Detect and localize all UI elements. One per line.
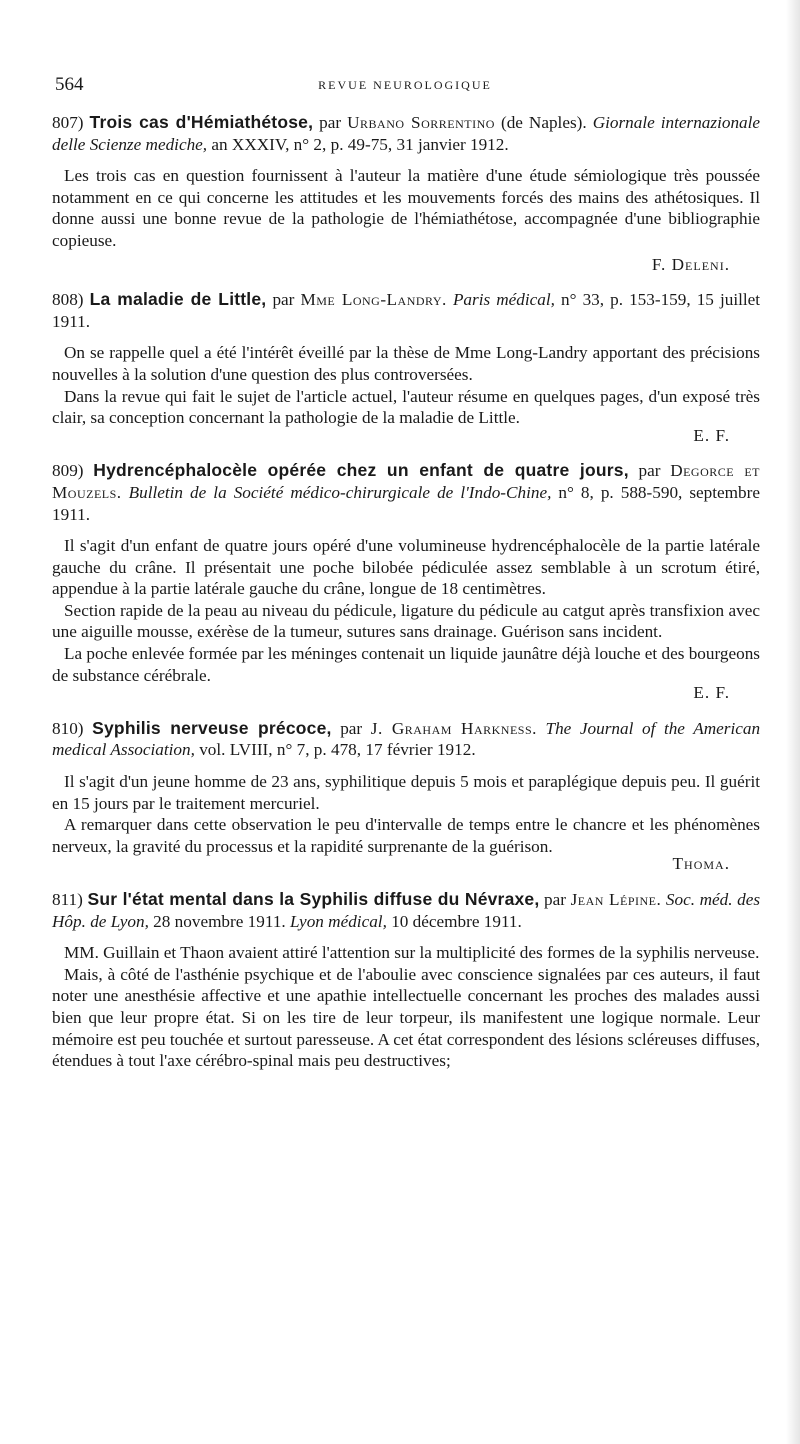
citation-text: (de Naples). xyxy=(500,113,587,132)
entry-author: Mme Long-Landry. xyxy=(300,290,447,310)
by-word: par xyxy=(638,461,661,481)
abstract-entry-811 xyxy=(52,889,760,1072)
abstract-entry-809 xyxy=(52,460,760,704)
abstract-paragraph: La poche enlevée formée par les méninges contenait un liquide jaunâtre déjà louche et des bourgeons de substance cérébrale. xyxy=(52,644,760,685)
citation-details: n° 33, p. 153-159, 15 juillet 1911. xyxy=(52,290,761,331)
entry-number: 809) xyxy=(52,461,84,481)
reviewer-signature: E. F. xyxy=(693,425,730,445)
abstract-entry-810 xyxy=(52,718,760,875)
entry-number: 808) xyxy=(52,290,84,310)
entry-number: 807) xyxy=(52,113,84,132)
by-word: par xyxy=(319,113,342,132)
abstract-paragraph: A remarquer dans cette observation le peu d'intervalle de temps entre le chancre et les phénomènes nerveux, la gravité du processus et la rapidité surprenante de la guérison. xyxy=(52,815,760,856)
abstract-paragraph: Dans la revue qui fait le sujet de l'article actuel, l'auteur résume en quelques pages, d'un exposé très clair, sa conception concernant la pathologie de la maladie de Little. xyxy=(52,386,760,428)
citation-details: n° 8, p. 588-590, septembre 1911. xyxy=(52,482,760,524)
entry-title: Syphilis nerveuse précoce, xyxy=(92,717,332,738)
reviewer-signature: E. F. xyxy=(693,683,730,703)
reviewer-signature: F. Deleni. xyxy=(651,254,730,274)
entry-author: J. Graham Harkness. xyxy=(370,718,537,738)
by-word: par xyxy=(544,890,566,909)
journal-name: Giornale internazionale delle Scienze mediche, xyxy=(52,113,761,154)
entry-citation xyxy=(52,718,760,761)
entry-number: 810) xyxy=(52,718,84,738)
by-word: par xyxy=(272,290,295,310)
running-head: REVUE NEUROLOGIQUE xyxy=(318,78,492,92)
entry-citation xyxy=(52,460,760,525)
abstract-paragraph: On se rappelle quel a été l'intérêt éveillé par la thèse de Mme Long-Landry apportant des précisions nouvelles à la solution d'une question des plus controversées. xyxy=(52,343,760,384)
entry-number: 811) xyxy=(52,890,83,909)
abstract-paragraph: Mais, à côté de l'asthénie psychique et de l'aboulie avec conscience signalées par ces auteurs, il faut noter une anesthésie affective et une apathie intellectuelle concernant les proches des malades aussi bien que leur propre état. Si on les tire de leur torpeur, ils manifestent une logique normale. Leur mémoire est peu touchée et surtout paresseuse. A cet état correspondent des lésions scléreuses diffuses, étendues à tout l'axe cérébro-spinal mais peu destructives; xyxy=(52,964,760,1071)
journal-name: Bulletin de la Société médico-chirurgicale de l'Indo-Chine, xyxy=(128,482,552,502)
entry-title: Trois cas d'Hémiathétose, xyxy=(89,112,314,132)
abstracts-column xyxy=(52,112,760,1086)
page-edge-shadow xyxy=(786,0,800,1444)
entry-title: Sur l'état mental dans la Syphilis diffuse du Névraxe, xyxy=(87,889,540,909)
entry-title: La maladie de Little, xyxy=(89,289,267,310)
entry-author: Degorce et Mouzels. xyxy=(52,461,760,502)
page-header xyxy=(55,74,755,100)
journal-name: Paris médical, xyxy=(452,290,555,310)
abstract-entry-807 xyxy=(52,112,760,275)
entry-author: Jean Lépine. xyxy=(570,890,662,909)
by-word: par xyxy=(340,718,363,738)
abstract-paragraph: Section rapide de la peau au niveau du pédicule, ligature du pédicule au catgut après transfixion avec une aiguille mousse, exérèse de la tumeur, sutures sans drainage. Guérison sans incident. xyxy=(52,600,760,642)
journal-name: The Journal of the American medical Association, xyxy=(52,718,761,760)
journal-name-secondary: Lyon médical, xyxy=(290,911,387,931)
citation-details: an XXXIV, n° 2, p. 49-75, 31 janvier 1912. xyxy=(211,134,509,154)
entry-citation xyxy=(52,289,760,332)
abstract-paragraph: Il s'agit d'un jeune homme de 23 ans, syphilitique depuis 5 mois et paraplégique depuis peu. Il guérit en 15 jours par le traitement mercuriel. xyxy=(52,772,760,813)
abstract-paragraph: Les trois cas en question fournissent à l'auteur la matière d'une étude sémiologique très poussée notamment en ce qui concerne les attitudes et les mouvements forcés des mains des athétosiques. Il donne aussi une bonne revue de la pathologie de l'hémiathétose, accompagnée d'une bibliographie copieuse. xyxy=(52,166,760,250)
citation-details-secondary: 10 décembre 1911. xyxy=(391,911,522,931)
abstract-paragraph: Il s'agit d'un enfant de quatre jours opéré d'une volumineuse hydrencéphalocèle de la partie latérale gauche du crâne. Il présentait une poche bilobée pédiculée assez semblable à un scrotum étiré, appendue à la partie latérale gauche du crâne, longue de 18 centimètres. xyxy=(52,536,760,599)
citation-details: vol. LVIII, n° 7, p. 478, 17 février 1912. xyxy=(199,740,476,760)
abstract-entry-808 xyxy=(52,289,760,446)
entry-citation xyxy=(52,889,760,932)
page-number: 564 xyxy=(55,74,84,95)
abstract-paragraph: MM. Guillain et Thaon avaient attiré l'attention sur la multiplicité des formes de la syphilis nerveuse. xyxy=(64,943,760,963)
entry-title: Hydrencéphalocèle opérée chez un enfant de quatre jours, xyxy=(93,460,629,481)
citation-details: 28 novembre 1911. xyxy=(153,911,286,931)
entry-author: Urbano Sorrentino xyxy=(347,113,495,132)
journal-name: Soc. méd. des Hôp. de Lyon, xyxy=(52,890,761,931)
entry-citation xyxy=(52,112,760,155)
reviewer-signature: Thoma. xyxy=(672,854,730,874)
